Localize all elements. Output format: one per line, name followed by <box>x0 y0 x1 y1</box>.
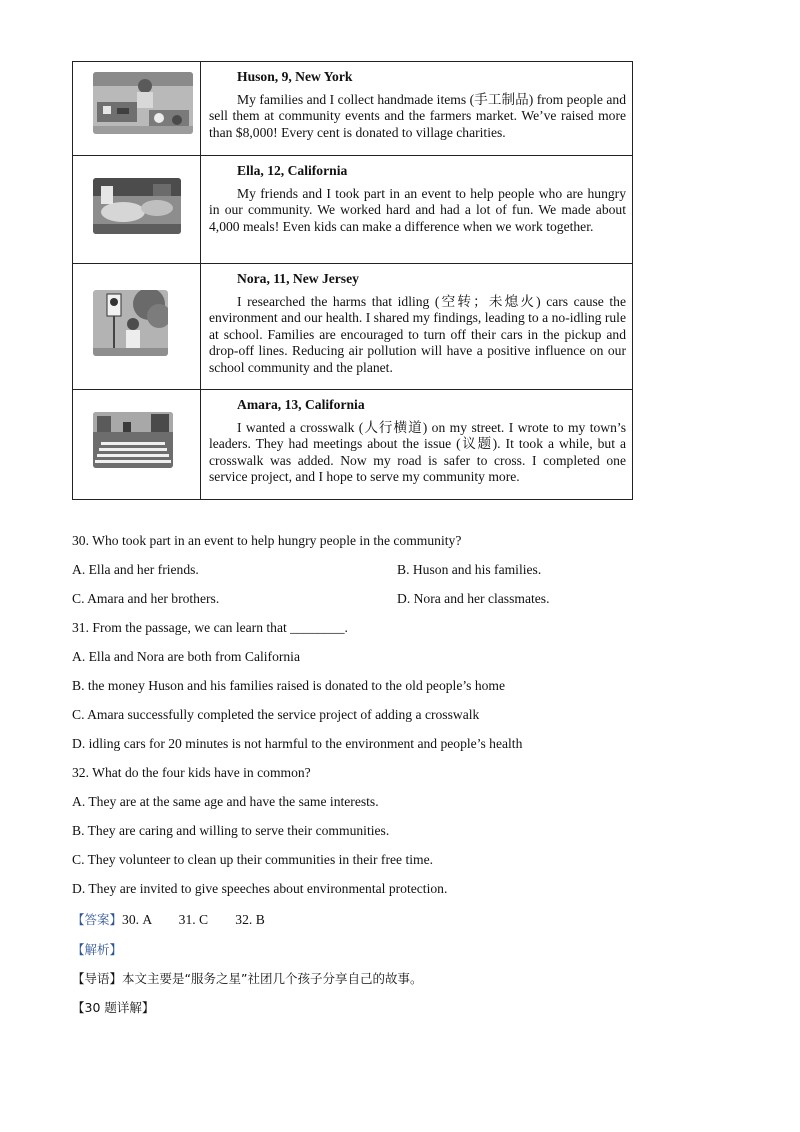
no-idling-sign-photo <box>93 290 168 356</box>
crosswalk-photo <box>93 412 173 468</box>
story-row-huson <box>73 62 633 156</box>
answer-label: 【答案】 <box>72 912 123 927</box>
question-32-option-d: D. They are invited to give speeches about environmental protection. <box>72 881 448 896</box>
question-32-option-c: C. They volunteer to clean up their communities in their free time. <box>72 852 434 867</box>
meal-packing-photo <box>93 178 181 234</box>
guide-text: 本文主要是“服务之星”社团几个孩子分享自己的故事。 <box>122 971 423 986</box>
kid-story: My families and I collect handmade items (手工制品) from people and sell them at community events and the farmers market. We’ve raised more than $8,000! Every cent is donated to village charities. <box>209 91 626 140</box>
guide-label: 【导语】 <box>72 971 123 986</box>
kid-story: I researched the harms that idling (空转；未熄火) cars cause the environment and our health. I shared my findings, leading to a no-idling rule at school. Families are encouraged to turn off their cars in the pickup and drop-off lines. Reducing air pollution will have a positive influence on our school community and the planet. <box>209 293 626 375</box>
story-row-amara <box>73 390 633 500</box>
kid-story: I wanted a crosswalk (人行横道) on my street. I wrote to my town’s leaders. They had meetings about the issue (议题). It took a while, but a crosswalk was added. Now my road is safer to cross. I completed one service project, and I hope to serve my community more. <box>209 419 626 485</box>
guide-line <box>72 969 422 987</box>
analysis-label: 【解析】 <box>72 942 123 957</box>
question-30-option-b: B. Huson and his families. <box>397 562 542 577</box>
question-31-option-a: A. Ella and Nora are both from California <box>72 649 300 664</box>
question-30-option-c: C. Amara and her brothers. <box>72 591 220 606</box>
question-31-option-b: B. the money Huson and his families raised is donated to the old people’s home <box>72 678 506 693</box>
story-table <box>72 61 633 500</box>
kid-name: Nora, 11, New Jersey <box>237 271 359 286</box>
question-31-option-d: D. idling cars for 20 minutes is not harmful to the environment and people’s health <box>72 736 523 751</box>
question-32-stem: 32. What do the four kids have in common? <box>72 765 311 780</box>
answer-values: 30. A 31. C 32. B <box>122 912 265 927</box>
kid-name: Amara, 13, California <box>237 397 365 412</box>
kid-story: My friends and I took part in an event to help people who are hungry in our community. We worked hard and had a lot of fun. We made about 4,000 meals! Even kids can make a difference when we work together. <box>209 185 626 234</box>
answer-line <box>72 910 265 928</box>
question-31-option-c: C. Amara successfully completed the service project of adding a crosswalk <box>72 707 480 722</box>
detail-label: 【30 题详解】 <box>72 1000 155 1015</box>
kid-name: Huson, 9, New York <box>237 69 353 84</box>
question-30-option-a: A. Ella and her friends. <box>72 562 199 577</box>
story-row-nora <box>73 264 633 390</box>
question-31-stem: 31. From the passage, we can learn that ________. <box>72 620 348 635</box>
market-stall-photo <box>93 72 193 134</box>
story-row-ella <box>73 156 633 264</box>
question-30-stem: 30. Who took part in an event to help hungry people in the community? <box>72 533 462 548</box>
kid-name: Ella, 12, California <box>237 163 348 178</box>
question-32-option-b: B. They are caring and willing to serve their communities. <box>72 823 390 838</box>
question-30-option-d: D. Nora and her classmates. <box>397 591 550 606</box>
question-32-option-a: A. They are at the same age and have the same interests. <box>72 794 379 809</box>
